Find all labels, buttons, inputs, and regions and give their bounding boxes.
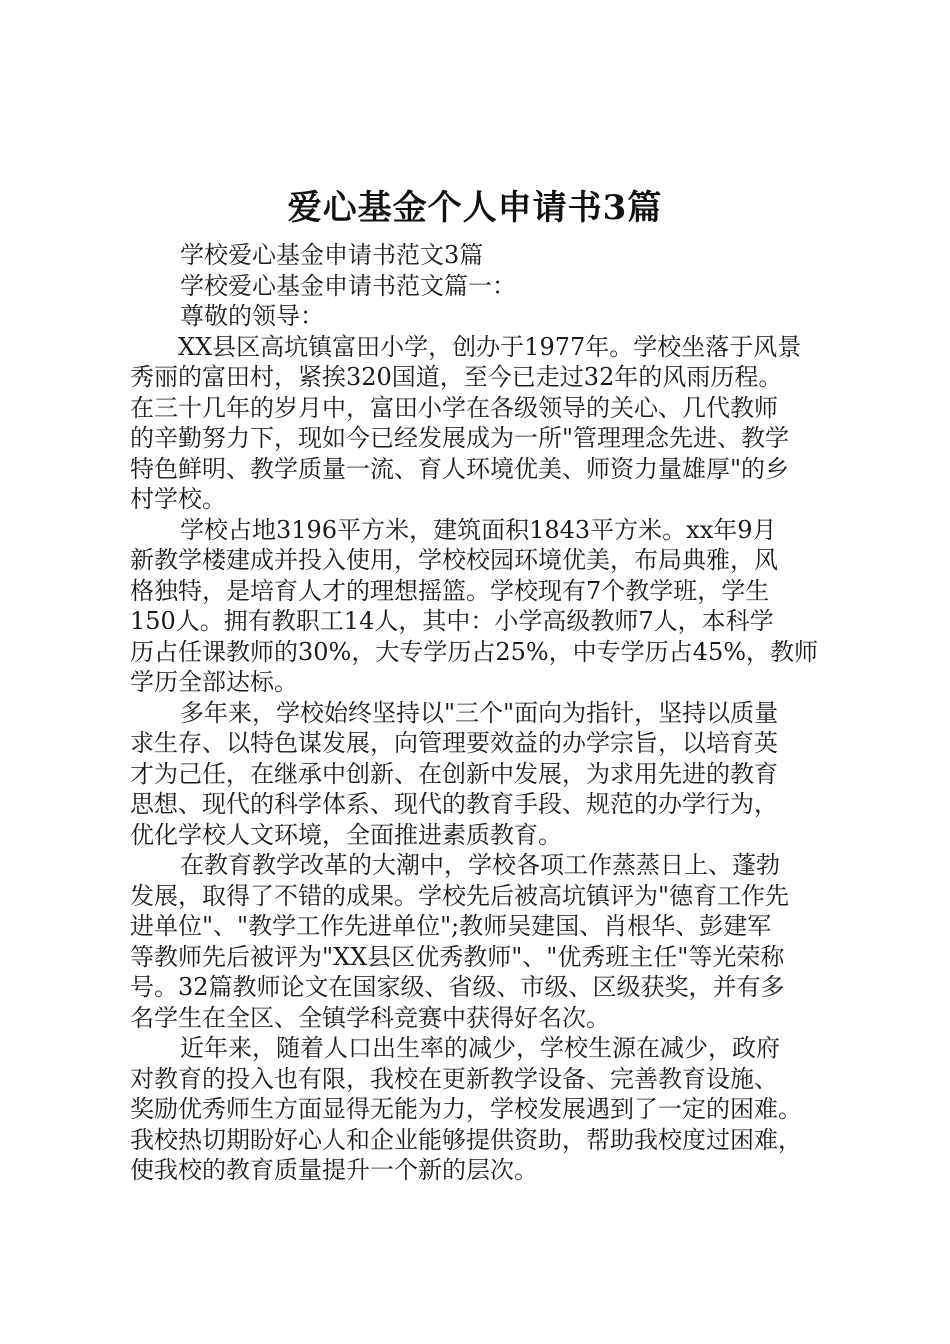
document-title: 爱心基金个人申请书3篇 bbox=[287, 188, 663, 228]
paragraph-line: 150人。拥有教职工14人，其中：小学高级教师7人，本科学 bbox=[130, 607, 774, 635]
paragraph-line: 才为己任，在继承中创新、在创新中发展，为求用先进的教育 bbox=[130, 759, 778, 788]
subtitle-line: 学校爱心基金申请书范文篇一： bbox=[180, 271, 516, 300]
paragraph-line: 使我校的教育质量提升一个新的层次。 bbox=[130, 1156, 538, 1184]
salutation: 尊敬的领导： bbox=[180, 302, 324, 330]
paragraph-line: XX县区高坑镇富田小学，创办于1977年。学校坐落于风景 bbox=[178, 332, 802, 361]
paragraph-line: 村学校。 bbox=[130, 485, 226, 513]
paragraph-line: 新教学楼建成并投入使用，学校校园环境优美，布局典雅，风 bbox=[130, 546, 778, 574]
paragraph-line: 我校热切期盼好心人和企业能够提供资助，帮助我校度过困难， bbox=[130, 1125, 802, 1154]
paragraph-line: 在三十几年的岁月中，富田小学在各级领导的关心、几代教师 bbox=[130, 393, 778, 422]
paragraph-line: 格独特，是培育人才的理想摇篮。学校现有7个教学班，学生 bbox=[130, 576, 770, 605]
paragraph-line: 学历全部达标。 bbox=[130, 668, 298, 696]
paragraph-line: 求生存、以特色谋发展，向管理要效益的办学宗旨，以培育英 bbox=[130, 729, 778, 757]
paragraph-line: 思想、现代的科学体系、现代的教育手段、规范的办学行为， bbox=[130, 790, 778, 818]
paragraph bbox=[130, 1033, 830, 1186]
paragraph-line: 进单位"、"教学工作先进单位";教师吴建国、肖根华、彭建军 bbox=[130, 912, 772, 940]
paragraph bbox=[130, 698, 830, 851]
paragraph bbox=[130, 850, 830, 1033]
paragraph-line: 学校占地3196平方米，建筑面积1843平方米。xx年9月 bbox=[180, 515, 777, 544]
paragraph-line: 特色鲜明、教学质量一流、育人环境优美、师资力量雄厚"的乡 bbox=[130, 454, 790, 483]
paragraph-line: 优化学校人文环境，全面推进素质教育。 bbox=[130, 820, 562, 849]
document-body bbox=[130, 240, 830, 1186]
paragraph-line: 在教育教学改革的大潮中，学校各项工作蒸蒸日上、蓬勃 bbox=[180, 851, 780, 879]
paragraph bbox=[130, 515, 830, 698]
paragraph-line: 的辛勤努力下，现如今已经发展成为一所"管理理念先进、教学 bbox=[130, 424, 790, 452]
paragraph-line: 发展，取得了不错的成果。学校先后被高坑镇评为"德育工作先 bbox=[130, 881, 790, 910]
paragraph-line: 秀丽的富田村，紧挨320国道，至今已走过32年的风雨历程。 bbox=[130, 363, 783, 391]
paragraph-line: 近年来，随着人口出生率的减少，学校生源在减少，政府 bbox=[180, 1034, 780, 1062]
paragraph-line: 名学生在全区、全镇学科竞赛中获得好名次。 bbox=[130, 1003, 610, 1032]
paragraph-line: 对教育的投入也有限，我校在更新教学设备、完善教育设施、 bbox=[130, 1064, 778, 1093]
paragraph-line: 多年来，学校始终坚持以"三个"面向为指针，坚持以质量 bbox=[180, 698, 779, 727]
paragraph-line: 号。32篇教师论文在国家级、省级、市级、区级获奖，并有多 bbox=[130, 973, 785, 1001]
paragraph bbox=[130, 332, 830, 515]
paragraph-line: 历占任课教师的30%，大专学历占25%，中专学历占45%，教师 bbox=[130, 637, 819, 666]
paragraph-line: 奖励优秀师生方面显得无能为力，学校发展遇到了一定的困难。 bbox=[130, 1095, 802, 1123]
paragraph-line: 等教师先后被评为"XX县区优秀教师"、"优秀班主任"等光荣称 bbox=[130, 942, 785, 971]
subtitle-line: 学校爱心基金申请书范文3篇 bbox=[180, 241, 484, 269]
